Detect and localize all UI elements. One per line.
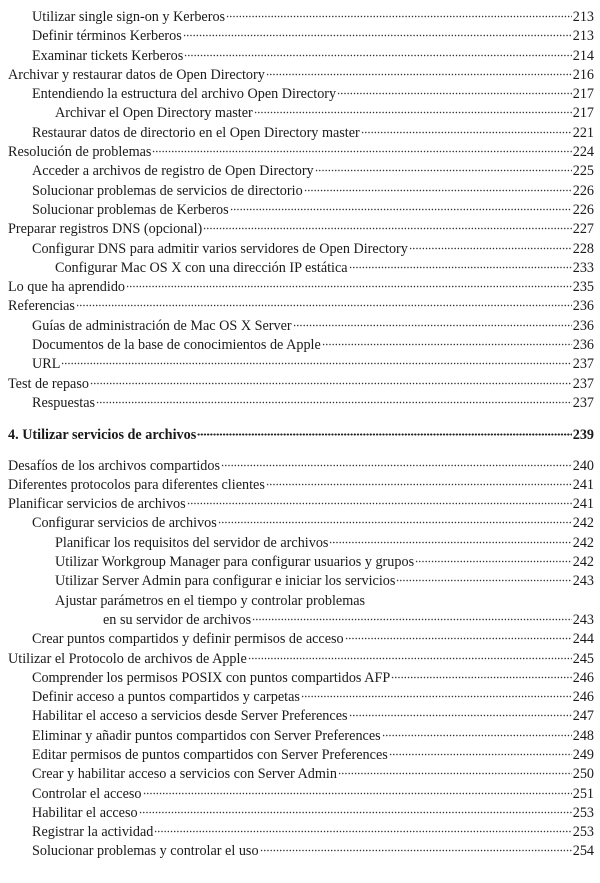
toc-entry-page: 242 — [572, 554, 594, 571]
toc-entry-page: 246 — [572, 669, 594, 686]
toc-entry — [8, 804, 594, 823]
toc-entry — [8, 240, 594, 259]
dot-leader — [96, 396, 572, 404]
toc-entry — [8, 553, 594, 572]
toc-entry-title: Eliminar y añadir puntos compartidos con Server Preferences — [32, 727, 381, 744]
toc-entry-title: Lo que ha aprendido — [8, 279, 126, 296]
toc-entry — [8, 297, 594, 316]
toc-entry-page: 236 — [572, 298, 594, 315]
dot-leader — [252, 613, 572, 621]
dot-leader — [322, 338, 572, 346]
toc-entry-title: Editar permisos de puntos compartidos con Server Preferences — [32, 746, 388, 763]
toc-entry — [8, 124, 594, 143]
dot-leader — [254, 106, 572, 114]
toc-entry-page: 241 — [572, 496, 594, 513]
dot-leader — [315, 164, 572, 172]
toc-entry-title: Definir acceso a puntos compartidos y carpetas — [32, 689, 300, 706]
toc-entry-page: 226 — [572, 201, 594, 218]
toc-entry-page: 254 — [572, 843, 594, 860]
toc-entry-page: 221 — [572, 124, 594, 141]
toc-entry-page: 243 — [572, 611, 594, 628]
toc-entry — [8, 669, 594, 688]
toc-entry-page: 242 — [572, 534, 594, 551]
toc-entry-title: Diferentes protocolos para diferentes clientes — [8, 476, 265, 493]
toc-entry-page: 245 — [572, 650, 594, 667]
dot-leader — [415, 555, 572, 563]
toc-entry-page: 226 — [572, 182, 594, 199]
dot-leader — [349, 261, 572, 269]
toc-entry — [8, 85, 594, 104]
toc-entry-page: 253 — [572, 804, 594, 821]
toc-entry — [8, 514, 594, 533]
toc-entry-title: Utilizar single sign-on y Kerberos — [32, 9, 226, 25]
toc-entry-title: Crear puntos compartidos y definir permisos de acceso — [32, 631, 344, 648]
toc-entry-page: 236 — [572, 317, 594, 334]
toc-entry — [8, 66, 594, 85]
toc-entry-page: 237 — [572, 394, 594, 411]
table-of-contents — [8, 8, 594, 862]
toc-entry — [8, 8, 594, 27]
toc-entry-page: 251 — [572, 785, 594, 802]
toc-entry — [8, 630, 594, 649]
toc-entry-title: Planificar los requisitos del servidor de archivos — [55, 534, 329, 551]
dot-leader — [152, 145, 571, 153]
toc-entry-title: Configurar Mac OS X con una dirección IP estática — [55, 259, 348, 276]
dot-leader — [139, 806, 572, 814]
toc-entry-page: 250 — [572, 766, 594, 783]
toc-entry-title: Resolución de problemas — [8, 144, 152, 161]
toc-entry — [8, 765, 594, 784]
toc-entry-page: 235 — [572, 279, 594, 296]
dot-leader — [396, 574, 571, 582]
toc-entry-page: 244 — [572, 631, 594, 648]
dot-leader — [349, 709, 572, 717]
toc-entry-continuation — [8, 611, 594, 630]
toc-entry-page: 249 — [572, 746, 594, 763]
toc-entry — [8, 823, 594, 842]
dot-leader — [329, 536, 571, 544]
dot-leader — [90, 377, 572, 385]
dot-leader — [391, 671, 571, 679]
toc-entry — [8, 727, 594, 746]
toc-entry — [8, 495, 594, 514]
toc-entry-title: Examinar tickets Kerberos — [32, 47, 184, 64]
dot-leader — [293, 319, 572, 327]
toc-entry — [8, 688, 594, 707]
toc-entry-page: 241 — [572, 476, 594, 493]
toc-entry — [8, 143, 594, 162]
toc-entry-page: 248 — [572, 727, 594, 744]
toc-entry-page: 237 — [572, 356, 594, 373]
toc-entry-title: Utilizar el Protocolo de archivos de Apple — [8, 650, 247, 667]
dot-leader — [361, 126, 572, 134]
toc-entry-title: Entendiendo la estructura del archivo Open Directory — [32, 86, 337, 103]
dot-leader — [304, 184, 572, 192]
toc-entry — [8, 746, 594, 765]
dot-leader — [409, 242, 572, 250]
toc-entry-page: 253 — [572, 824, 594, 841]
toc-entry-title: Test de repaso — [8, 375, 89, 392]
dot-leader — [345, 632, 572, 640]
toc-entry — [8, 457, 594, 476]
dot-leader — [260, 844, 572, 852]
toc-entry-title: Crear y habilitar acceso a servicios con Server Admin — [32, 766, 337, 783]
toc-entry — [8, 220, 594, 239]
toc-entry-page: 236 — [572, 337, 594, 354]
toc-entry — [8, 201, 594, 220]
toc-entry-page: 242 — [572, 515, 594, 532]
toc-entry-title: en su servidor de archivos — [103, 611, 252, 628]
toc-entry-title: Archivar el Open Directory master — [55, 105, 253, 122]
toc-entry-page: 233 — [572, 259, 594, 276]
toc-entry — [8, 707, 594, 726]
dot-leader — [203, 222, 571, 230]
dot-leader — [143, 787, 572, 795]
toc-entry-page: 240 — [572, 457, 594, 474]
dot-leader — [221, 459, 572, 467]
toc-entry — [8, 476, 594, 495]
toc-entry-page: 213 — [572, 28, 594, 45]
toc-entry-title: Utilizar Workgroup Manager para configurar usuarios y grupos — [55, 554, 415, 571]
toc-entry-title: Definir términos Kerberos — [32, 28, 182, 45]
toc-entry-page: 224 — [572, 144, 594, 161]
toc-entry-page: 227 — [572, 221, 594, 238]
dot-leader — [154, 825, 571, 833]
toc-entry-page: 243 — [572, 573, 594, 590]
toc-entry-page: 228 — [572, 240, 594, 257]
dot-leader — [266, 68, 572, 76]
toc-entry-page: 225 — [572, 163, 594, 180]
toc-entry — [8, 278, 594, 297]
dot-leader — [248, 652, 572, 660]
toc-entry — [8, 842, 594, 861]
toc-entry-title: Registrar la actividad — [32, 824, 154, 841]
toc-entry — [8, 336, 594, 355]
toc-entry-title: Respuestas — [32, 394, 96, 411]
dot-leader — [218, 516, 572, 524]
toc-entry-title: Archivar y restaurar datos de Open Directory — [8, 66, 265, 83]
toc-entry-title: URL — [32, 356, 61, 373]
dot-leader — [184, 49, 571, 57]
dot-leader — [301, 690, 572, 698]
dot-leader — [187, 497, 572, 505]
dot-leader — [266, 478, 572, 486]
toc-entry-title: Solucionar problemas de Kerberos — [32, 201, 229, 218]
dot-leader — [183, 29, 572, 37]
dot-leader — [197, 428, 571, 436]
toc-entry-title: Habilitar el acceso — [32, 804, 138, 821]
toc-entry-title: Acceder a archivos de registro de Open Directory — [32, 163, 314, 180]
toc-entry-page: 214 — [572, 47, 594, 64]
toc-entry-page: 217 — [572, 105, 594, 122]
toc-entry-title: Solucionar problemas y controlar el uso — [32, 843, 259, 860]
toc-entry — [8, 317, 594, 336]
toc-entry-page: 216 — [572, 66, 594, 83]
dot-leader — [382, 729, 572, 737]
toc-entry — [8, 47, 594, 66]
toc-entry-page: 247 — [572, 708, 594, 725]
toc-entry-title: Comprender los permisos POSIX con puntos compartidos AFP — [32, 669, 391, 686]
toc-entry-title: Configurar servicios de archivos — [32, 515, 217, 532]
toc-entry-page: 217 — [572, 86, 594, 103]
toc-chapter-heading — [8, 426, 594, 445]
dot-leader — [338, 767, 572, 775]
dot-leader — [61, 357, 571, 365]
toc-entry — [8, 650, 594, 669]
toc-entry — [8, 572, 594, 591]
toc-entry-page: 246 — [572, 689, 594, 706]
toc-entry — [8, 182, 594, 201]
toc-entry-title: Planificar servicios de archivos — [8, 496, 186, 513]
toc-entry-page: 213 — [572, 9, 594, 25]
toc-entry — [8, 592, 594, 611]
toc-entry-title: Ajustar parámetros en el tiempo y controlar problemas — [55, 592, 366, 609]
toc-entry — [8, 162, 594, 181]
toc-entry — [8, 534, 594, 553]
toc-entry-title: Utilizar Server Admin para configurar e iniciar los servicios — [55, 573, 396, 590]
toc-entry — [8, 355, 594, 374]
toc-entry-page: 239 — [572, 427, 594, 444]
toc-entry-title: Restaurar datos de directorio en el Open Directory master — [32, 124, 360, 141]
toc-entry-title: Desafíos de los archivos compartidos — [8, 457, 220, 474]
toc-entry-title: Guías de administración de Mac OS X Server — [32, 317, 292, 334]
toc-entry-title: Configurar DNS para admitir varios servidores de Open Directory — [32, 240, 408, 257]
dot-leader — [76, 299, 572, 307]
toc-entry — [8, 104, 594, 123]
toc-entry — [8, 27, 594, 46]
dot-leader — [226, 10, 572, 18]
toc-entry-title: Habilitar el acceso a servicios desde Server Preferences — [32, 708, 348, 725]
toc-entry-title: Controlar el acceso — [32, 785, 142, 802]
toc-entry — [8, 785, 594, 804]
toc-entry-title: Documentos de la base de conocimientos de Apple — [32, 337, 321, 354]
toc-entry-title: 4. Utilizar servicios de archivos — [8, 427, 197, 444]
dot-leader — [126, 280, 572, 288]
toc-entry-title: Solucionar problemas de servicios de directorio — [32, 182, 303, 199]
toc-entry-title: Preparar registros DNS (opcional) — [8, 221, 203, 238]
dot-leader — [337, 87, 572, 95]
dot-leader — [389, 748, 572, 756]
toc-entry — [8, 394, 594, 413]
toc-entry-page: 237 — [572, 375, 594, 392]
toc-entry — [8, 259, 594, 278]
toc-entry-title: Referencias — [8, 298, 75, 315]
dot-leader — [230, 203, 572, 211]
toc-entry — [8, 375, 594, 394]
